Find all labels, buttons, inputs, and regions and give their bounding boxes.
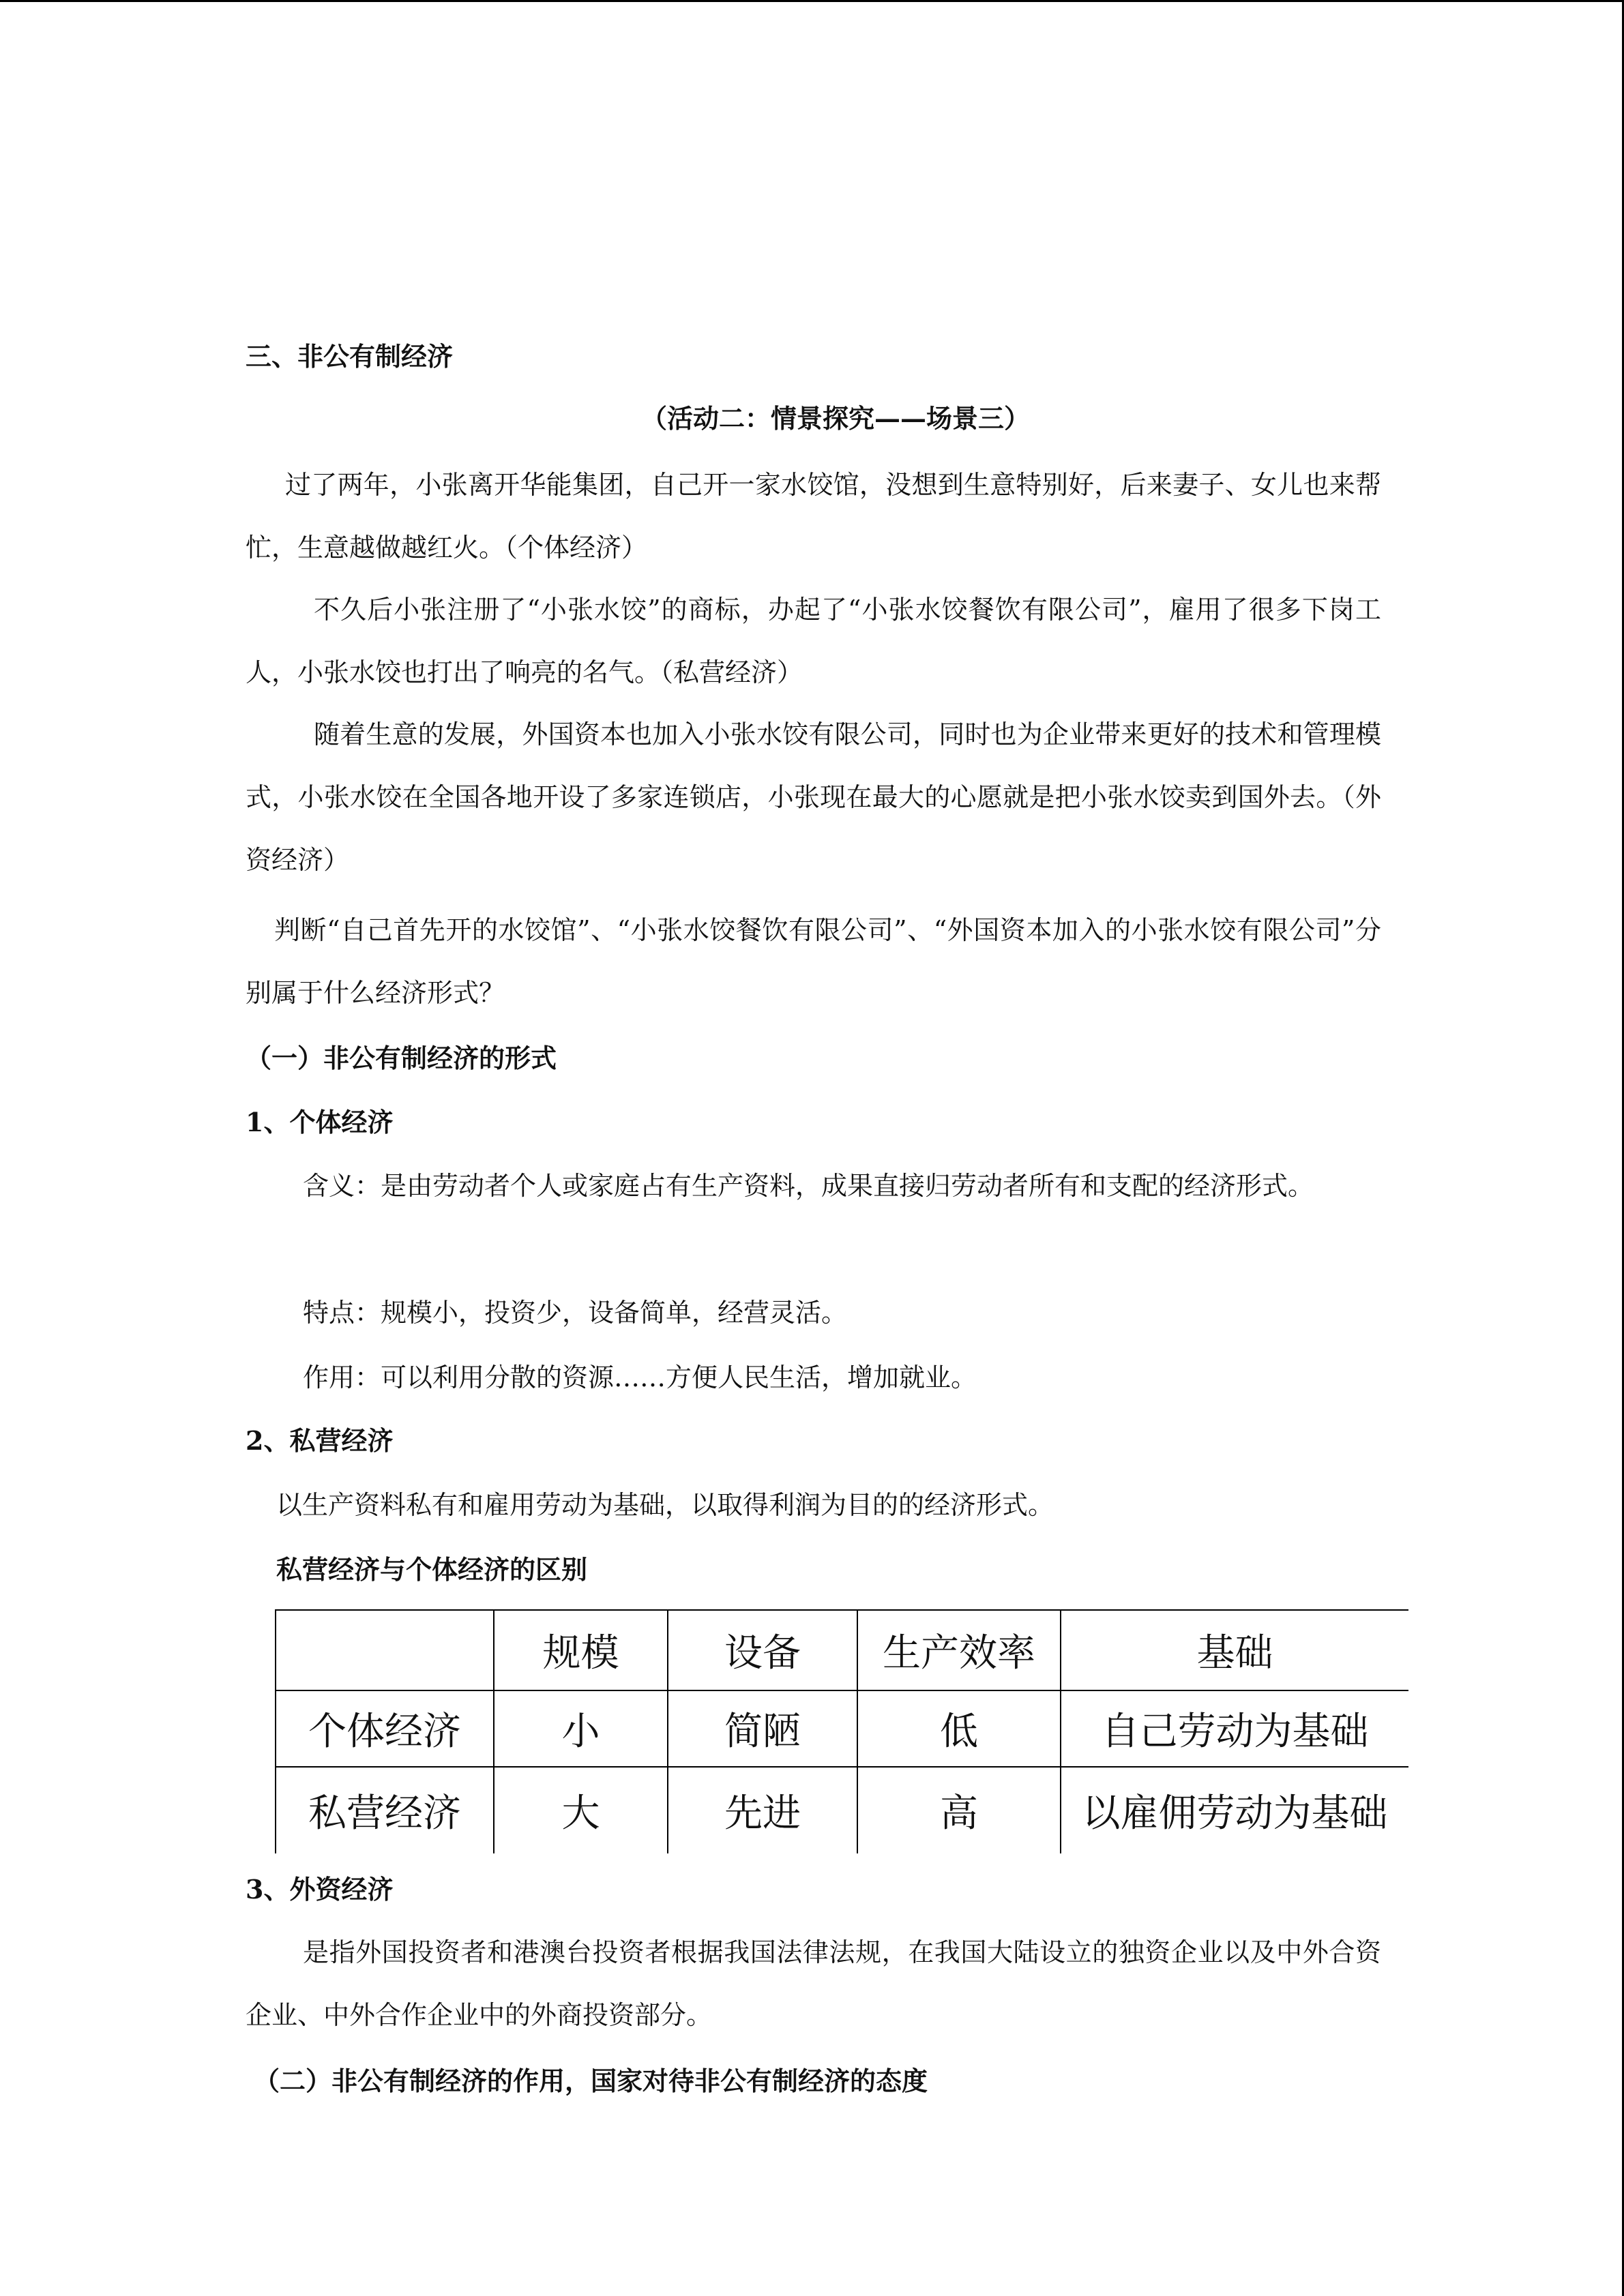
table-row <box>276 1690 1408 1767</box>
table-cell: 以雇佣劳动为基础 <box>1061 1767 1408 1853</box>
table-cell: 大 <box>494 1767 668 1853</box>
table-header-row <box>276 1610 1408 1690</box>
table-cell: 自己劳动为基础 <box>1061 1690 1408 1767</box>
item-foreign-title: 3、外资经济 <box>246 1874 394 1905</box>
foreign-definition: 是指外国投资者和港澳台投资者根据我国法律法规，在我国大陆设立的独资企业以及中外合资企业、中外合作企业中的外商投资部分。 <box>246 1937 1381 2030</box>
table-header-cell: 设备 <box>668 1610 857 1690</box>
scenario-paragraph-2: 不久后小张注册了“小张水饺”的商标，办起了“小张水饺餐饮有限公司”，雇用了很多下岗工人，小张水饺也打出了响亮的名气。（私营经济） <box>246 595 1381 687</box>
activity-title: （活动二：情景探究——场景三） <box>641 403 1031 434</box>
question-paragraph: 判断“自己首先开的水饺馆”、“小张水饺餐饮有限公司”、“外国资本加入的小张水饺有限公司”分别属于什么经济形式？ <box>246 915 1381 1008</box>
item-private-title: 2、私营经济 <box>246 1425 394 1456</box>
item-individual-title: 1、个体经济 <box>246 1107 394 1137</box>
section-title: 三、非公有制经济 <box>246 341 454 372</box>
table-cell: 小 <box>494 1690 668 1767</box>
table-cell: 简陋 <box>668 1690 857 1767</box>
page-top-border <box>0 0 1624 2</box>
table-cell: 低 <box>857 1690 1061 1767</box>
comparison-table <box>275 1609 1408 1853</box>
table-row <box>276 1767 1408 1853</box>
subsection-title-role: （二）非公有制经济的作用，国家对待非公有制经济的态度 <box>254 2066 928 2096</box>
subsection-title-forms: （一）非公有制经济的形式 <box>246 1043 557 1073</box>
individual-meaning: 含义：是由劳动者个人或家庭占有生产资料，成果直接归劳动者所有和支配的经济形式。 <box>303 1171 1314 1201</box>
private-definition: 以生产资料私有和雇用劳动为基础，以取得利润为目的的经济形式。 <box>276 1490 1054 1520</box>
individual-role: 作用：可以利用分散的资源……方便人民生活，增加就业。 <box>303 1362 977 1392</box>
table-header-cell: 规模 <box>494 1610 668 1690</box>
table-cell: 私营经济 <box>276 1767 494 1853</box>
scenario-paragraph-3: 随着生意的发展，外国资本也加入小张水饺有限公司，同时也为企业带来更好的技术和管理模式，小张水饺在全国各地开设了多家连锁店，小张现在最大的心愿就是把小张水饺卖到国外去。（外资经济） <box>246 719 1381 875</box>
table-cell: 个体经济 <box>276 1690 494 1767</box>
table-cell: 高 <box>857 1767 1061 1853</box>
comparison-table-caption: 私营经济与个体经济的区别 <box>276 1554 588 1585</box>
table-cell: 先进 <box>668 1767 857 1853</box>
table-header-cell <box>276 1610 494 1690</box>
scenario-paragraph-1: 过了两年，小张离开华能集团，自己开一家水饺馆，没想到生意特别好，后来妻子、女儿也来帮忙，生意越做越红火。（个体经济） <box>246 470 1381 563</box>
table-header-cell: 基础 <box>1061 1610 1408 1690</box>
table-header-cell: 生产效率 <box>857 1610 1061 1690</box>
individual-features: 特点：规模小，投资少，设备简单，经营灵活。 <box>303 1298 848 1328</box>
